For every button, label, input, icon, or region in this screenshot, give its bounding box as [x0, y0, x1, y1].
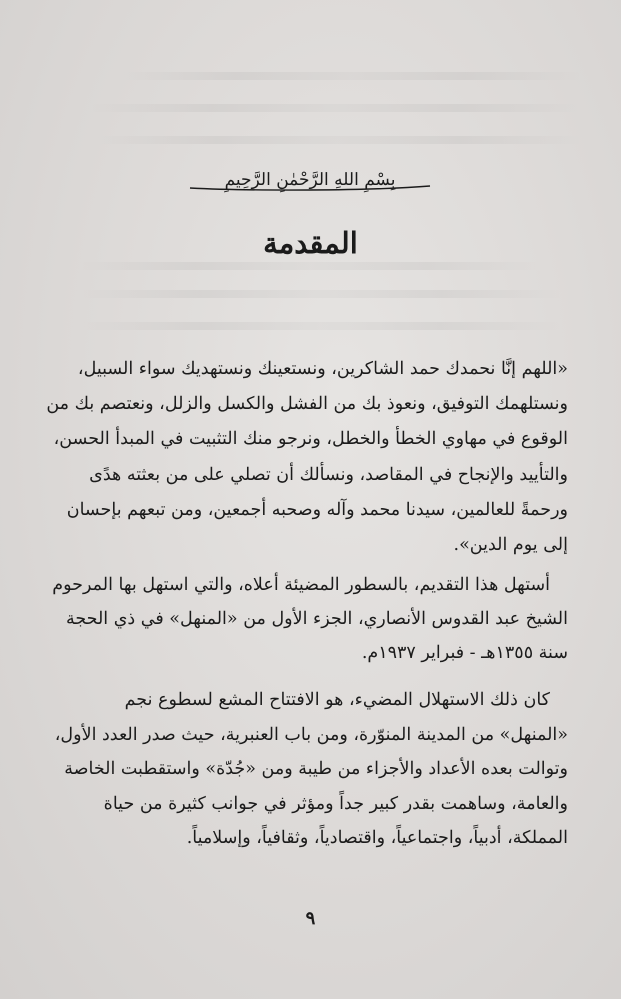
bleed-through-line — [90, 104, 581, 112]
text-line: والتأييد والإنجاح في المقاصد، ونسألك أن تصلي على من بعثته هدًى — [89, 464, 568, 485]
bleed-through-line — [120, 72, 581, 80]
text-line: ورحمةً للعالمين، سيدنا محمد وآله وصحبه أجمعين، ومن تبعهم بإحسان — [66, 499, 568, 520]
page-number: ٩ — [305, 908, 316, 929]
basmala-text: بِسْمِ اللهِ الرَّحْمٰنِ الرَّحِيمِ — [224, 170, 396, 190]
paragraph-2 — [52, 568, 568, 670]
text-line: الشيخ عبد القدوس الأنصاري، الجزء الأول من «المنهل» في ذي الحجة — [66, 609, 568, 629]
text-line: إلى يوم الدين». — [453, 535, 568, 556]
text-line: وتوالت بعده الأعداد والأجزاء من طيبة ومن «جُدّة» واستقطبت الخاصة — [64, 759, 568, 779]
paragraph-3 — [54, 683, 568, 856]
text-line: «اللهم إنَّا نحمدك حمد الشاكرين، ونستعينك ونستهديك سواء السبيل، — [77, 359, 568, 379]
bleed-through-line — [80, 262, 541, 270]
basmala-heading — [180, 170, 440, 190]
text-line: أستهل هذا التقديم، بالسطور المضيئة أعلاه، والتي استهل بها المرحوم — [52, 575, 550, 595]
page-title: المقدمة — [263, 226, 358, 260]
bleed-through-line — [80, 322, 561, 330]
text-line: ونستلهمك التوفيق، ونعوذ بك من الفشل والكسل والزلل، ونعتصم بك من — [46, 394, 568, 415]
text-line: كان ذلك الاستهلال المضيء، هو الافتتاح المشع لسطوع نجم — [124, 690, 550, 710]
bleed-through-line — [95, 136, 581, 144]
text-line: والعامة، وساهمت بقدر كبير جداً ومؤثر في جوانب كثيرة من حياة — [103, 793, 568, 814]
text-line: الوقوع في مهاوي الخطأ والخطل، ونرجو منك التثبيت في المبدأ الحسن، — [53, 429, 568, 450]
text-line: سنة ١٣٥٥هـ - فبراير ١٩٣٧م. — [361, 643, 568, 663]
basmala-underline-icon — [188, 182, 432, 192]
bleed-through-line — [80, 290, 561, 298]
paragraph-1 — [46, 352, 568, 563]
text-line: المملكة، أدبياً، واجتماعياً، واقتصادياً، وثقافياً، وإسلامياً. — [186, 828, 568, 848]
text-line: «المنهل» من المدينة المنوّرة، ومن باب العنبرية، حيث صدر العدد الأول، — [54, 724, 568, 745]
